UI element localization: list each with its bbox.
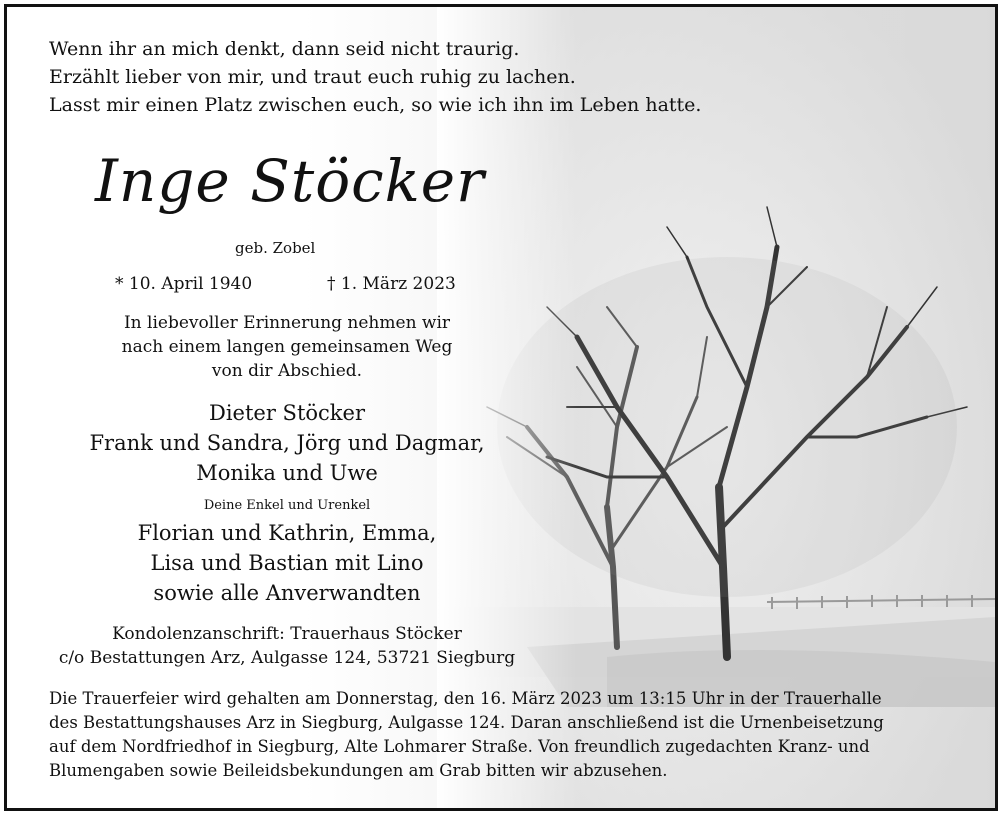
farewell-line-3: von dir Abschied. bbox=[211, 361, 363, 381]
ceremony-line-3: auf dem Nordfriedhof in Siegburg, Alte Lohmarer Straße. Von freundlich zugedachten Kranz- und bbox=[49, 737, 870, 756]
farewell-line-1: In liebevoller Erinnerung nehmen wir bbox=[123, 313, 451, 333]
mourner-line-6: sowie alle Anverwandten bbox=[153, 581, 421, 605]
mourner-line-2: Frank und Sandra, Jörg und Dagmar, bbox=[89, 431, 485, 455]
mourner-line-1: Dieter Stöcker bbox=[209, 401, 365, 425]
condolence-line-1: Kondolenzanschrift: Trauerhaus Stöcker bbox=[112, 624, 462, 644]
birth-date: * 10. April 1940 bbox=[115, 274, 253, 294]
farewell-line-2: nach einem langen gemeinsamen Weg bbox=[121, 337, 453, 357]
birth-name: geb. Zobel bbox=[235, 239, 316, 257]
mourner-line-4: Florian und Kathrin, Emma, bbox=[137, 521, 437, 545]
death-date: † 1. März 2023 bbox=[327, 274, 456, 294]
deceased-name: Inge Stöcker bbox=[95, 147, 485, 215]
ceremony-line-4: Blumengaben sowie Beileidsbekundungen am Grab bitten wir abzusehen. bbox=[49, 761, 668, 780]
poem-line-1: Wenn ihr an mich denkt, dann seid nicht traurig. bbox=[49, 38, 520, 60]
ceremony-line-1: Die Trauerfeier wird gehalten am Donnerstag, den 16. März 2023 um 13:15 Uhr in der Trauerhalle bbox=[49, 689, 882, 708]
obituary-card bbox=[4, 4, 998, 811]
mourner-line-3: Monika und Uwe bbox=[196, 461, 378, 485]
grandchildren-label: Deine Enkel und Urenkel bbox=[203, 498, 371, 513]
condolence-line-2: c/o Bestattungen Arz, Aulgasse 124, 53721 Siegburg bbox=[58, 648, 516, 668]
poem-line-2: Erzählt lieber von mir, und traut euch ruhig zu lachen. bbox=[49, 66, 576, 88]
mourner-line-5: Lisa und Bastian mit Lino bbox=[150, 551, 424, 575]
poem-line-3: Lasst mir einen Platz zwischen euch, so wie ich ihn im Leben hatte. bbox=[49, 94, 702, 116]
ceremony-line-2: des Bestattungshauses Arz in Siegburg, Aulgasse 124. Daran anschließend ist die Urnenbeisetzung bbox=[49, 713, 884, 732]
